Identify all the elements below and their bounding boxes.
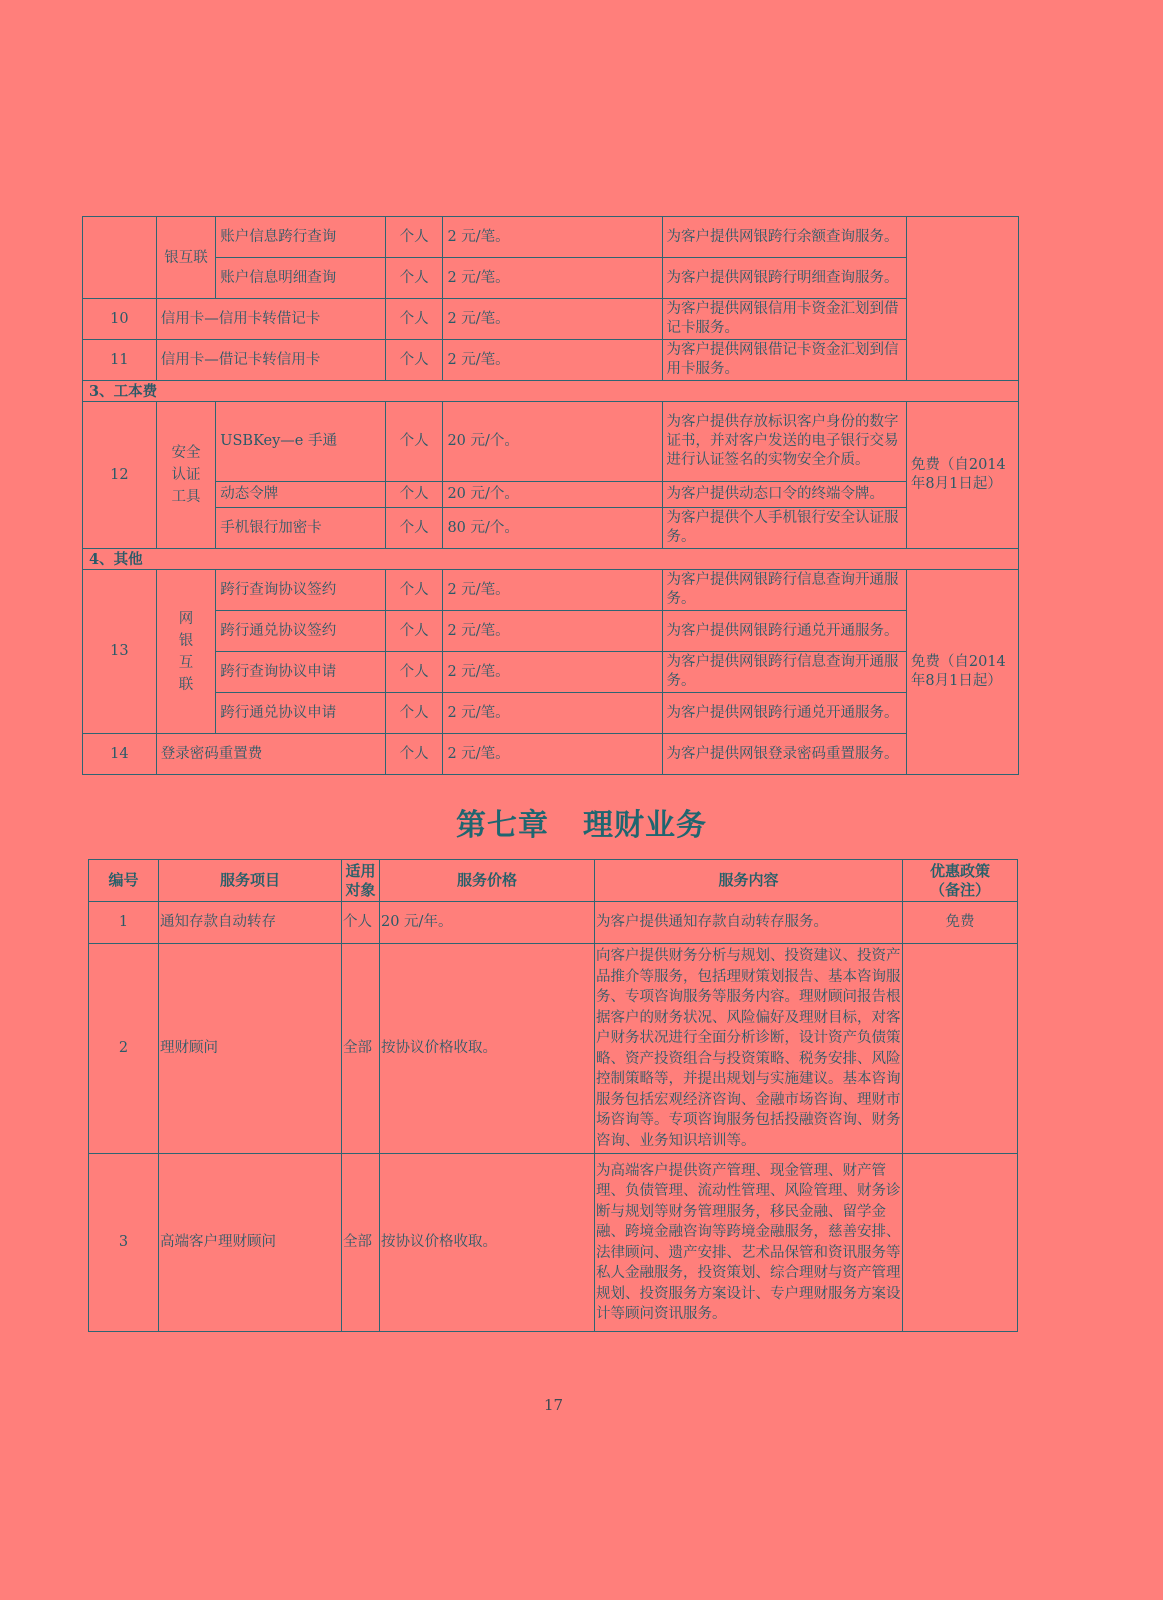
- cell-price: 按协议价格收取。: [380, 1154, 595, 1332]
- cell-desc: 为客户提供网银跨行余额查询服务。: [662, 217, 906, 258]
- section-heading: 3、工本费: [83, 381, 1019, 402]
- cell-policy: [903, 944, 1018, 1154]
- cell-desc: 为客户提供网银登录密码重置服务。: [662, 734, 906, 775]
- table-row: [89, 944, 1018, 1154]
- cell-target: 个人: [385, 299, 443, 340]
- cell-target: 个人: [385, 217, 443, 258]
- cell-policy: 免费（自2014年8月1日起）: [906, 570, 1018, 775]
- cell-no: [83, 217, 157, 299]
- cell-price: 2 元/笔。: [443, 258, 662, 299]
- cell-desc: 为客户提供网银跨行通兑开通服务。: [662, 611, 906, 652]
- table-row: [83, 652, 1019, 693]
- cell-policy: 免费（自2014年8月1日起）: [906, 402, 1018, 549]
- cell-category: 安全认证工具: [156, 402, 216, 549]
- cell-price: 2 元/笔。: [443, 693, 662, 734]
- cell-category: 银互联: [156, 217, 216, 299]
- cell-target: 个人: [385, 508, 443, 549]
- table-row: [83, 402, 1019, 482]
- table-row: [89, 902, 1018, 944]
- cell-target: 个人: [385, 340, 443, 381]
- table-row: [89, 1154, 1018, 1332]
- cell-policy: [906, 217, 1018, 381]
- cell-item: 通知存款自动转存: [159, 902, 342, 944]
- section-heading: 4、其他: [83, 549, 1019, 570]
- cell-no: 2: [89, 944, 159, 1154]
- page-number: 17: [543, 1396, 564, 1414]
- cell-desc: 为客户提供通知存款自动转存服务。: [595, 902, 903, 944]
- cell-item: 信用卡—借记卡转信用卡: [156, 340, 385, 381]
- cell-item: 高端客户理财顾问: [159, 1154, 342, 1332]
- cell-item: 理财顾问: [159, 944, 342, 1154]
- cell-price: 2 元/笔。: [443, 611, 662, 652]
- fee-table-continued: [82, 216, 1019, 775]
- cell-item: 跨行查询协议申请: [216, 652, 386, 693]
- cell-target: 个人: [385, 258, 443, 299]
- wealth-management-fee-table: [88, 859, 1018, 1332]
- cell-item: 跨行查询协议签约: [216, 570, 386, 611]
- cell-item: 登录密码重置费: [156, 734, 385, 775]
- cell-item: 动态令牌: [216, 482, 386, 508]
- cell-desc: 为客户提供网银跨行信息查询开通服务。: [662, 570, 906, 611]
- chapter-heading: [0, 800, 1163, 844]
- cell-no: 14: [83, 734, 157, 775]
- cell-no: 13: [83, 570, 157, 734]
- cell-price: 2 元/笔。: [443, 217, 662, 258]
- cell-no: 10: [83, 299, 157, 340]
- cell-desc: 为客户提供个人手机银行安全认证服务。: [662, 508, 906, 549]
- section-row: [83, 549, 1019, 570]
- cell-desc: 为客户提供网银借记卡资金汇划到信用卡服务。: [662, 340, 906, 381]
- cell-desc: 为客户提供动态口令的终端令牌。: [662, 482, 906, 508]
- cell-price: 20 元/个。: [443, 402, 662, 482]
- cell-target: 个人: [385, 482, 443, 508]
- cell-desc: 为高端客户提供资产管理、现金管理、财产管理、负债管理、流动性管理、风险管理、财务诊断与规划等财务管理服务，移民金融、留学金融、跨境金融咨询等跨境金融服务，慈善安排、法律顾问、遗产安排、艺术品保管和资讯服务等私人金融服务，投资策划、综合理财与资产管理规划、投资服务方案设计、专户理财服务方案设计等顾问资讯服务。: [595, 1154, 903, 1332]
- cell-policy: 免费: [903, 902, 1018, 944]
- cell-target: 全部: [342, 944, 380, 1154]
- header-no: 编号: [89, 860, 159, 902]
- table-row: [83, 611, 1019, 652]
- cell-price: 2 元/笔。: [443, 652, 662, 693]
- cell-policy: [903, 1154, 1018, 1332]
- table-row: [83, 508, 1019, 549]
- cell-no: 12: [83, 402, 157, 549]
- table-row: [83, 734, 1019, 775]
- cell-target: 个人: [385, 570, 443, 611]
- section-row: [83, 381, 1019, 402]
- cell-price: 80 元/个。: [443, 508, 662, 549]
- cell-price: 20 元/个。: [443, 482, 662, 508]
- cell-item: 跨行通兑协议签约: [216, 611, 386, 652]
- header-price: 服务价格: [380, 860, 595, 902]
- cell-desc: 为客户提供网银信用卡资金汇划到借记卡服务。: [662, 299, 906, 340]
- cell-desc: 为客户提供网银跨行明细查询服务。: [662, 258, 906, 299]
- table-header-row: [89, 860, 1018, 902]
- table-row: [83, 217, 1019, 258]
- cell-target: 个人: [342, 902, 380, 944]
- table-row: [83, 570, 1019, 611]
- cell-target: 个人: [385, 402, 443, 482]
- cell-price: 按协议价格收取。: [380, 944, 595, 1154]
- table-row: [83, 693, 1019, 734]
- cell-desc: 为客户提供存放标识客户身份的数字证书，并对客户发送的电子银行交易进行认证签名的实物安全介质。: [662, 402, 906, 482]
- header-policy: 优惠政策（备注）: [903, 860, 1018, 902]
- cell-target: 个人: [385, 734, 443, 775]
- cell-item: USBKey—e 手通: [216, 402, 386, 482]
- cell-item: 手机银行加密卡: [216, 508, 386, 549]
- cell-target: 个人: [385, 693, 443, 734]
- cell-item: 信用卡—信用卡转借记卡: [156, 299, 385, 340]
- cell-desc: 为客户提供网银跨行通兑开通服务。: [662, 693, 906, 734]
- table-row: [83, 340, 1019, 381]
- cell-desc: 为客户提供网银跨行信息查询开通服务。: [662, 652, 906, 693]
- cell-no: 11: [83, 340, 157, 381]
- cell-price: 2 元/笔。: [443, 570, 662, 611]
- table-row: [83, 299, 1019, 340]
- cell-category: 网银互联: [156, 570, 216, 734]
- cell-item: 跨行通兑协议申请: [216, 693, 386, 734]
- cell-price: 2 元/笔。: [443, 734, 662, 775]
- chapter-number: 第七章: [456, 808, 549, 843]
- cell-target: 个人: [385, 611, 443, 652]
- table-row: [83, 482, 1019, 508]
- cell-no: 1: [89, 902, 159, 944]
- cell-price: 2 元/笔。: [443, 340, 662, 381]
- header-desc: 服务内容: [595, 860, 903, 902]
- header-item: 服务项目: [159, 860, 342, 902]
- chapter-title: 理财业务: [583, 808, 707, 843]
- cell-desc: 向客户提供财务分析与规划、投资建议、投资产品推介等服务，包括理财策划报告、基本咨询服务、专项咨询服务等服务内容。理财顾问报告根据客户的财务状况、风险偏好及理财目标，对客户财务状况进行全面分析诊断，设计资产负债策略、资产投资组合与投资策略、税务安排、风险控制策略等，并提出规划与实施建议。基本咨询服务包括宏观经济咨询、金融市场咨询、理财市场咨询等。专项咨询服务包括投融资咨询、财务咨询、业务知识培训等。: [595, 944, 903, 1154]
- cell-target: 个人: [385, 652, 443, 693]
- cell-no: 3: [89, 1154, 159, 1332]
- cell-target: 全部: [342, 1154, 380, 1332]
- cell-item: 账户信息明细查询: [216, 258, 386, 299]
- cell-price: 2 元/笔。: [443, 299, 662, 340]
- header-target: 适用对象: [342, 860, 380, 902]
- cell-price: 20 元/年。: [380, 902, 595, 944]
- cell-item: 账户信息跨行查询: [216, 217, 386, 258]
- table-row: [83, 258, 1019, 299]
